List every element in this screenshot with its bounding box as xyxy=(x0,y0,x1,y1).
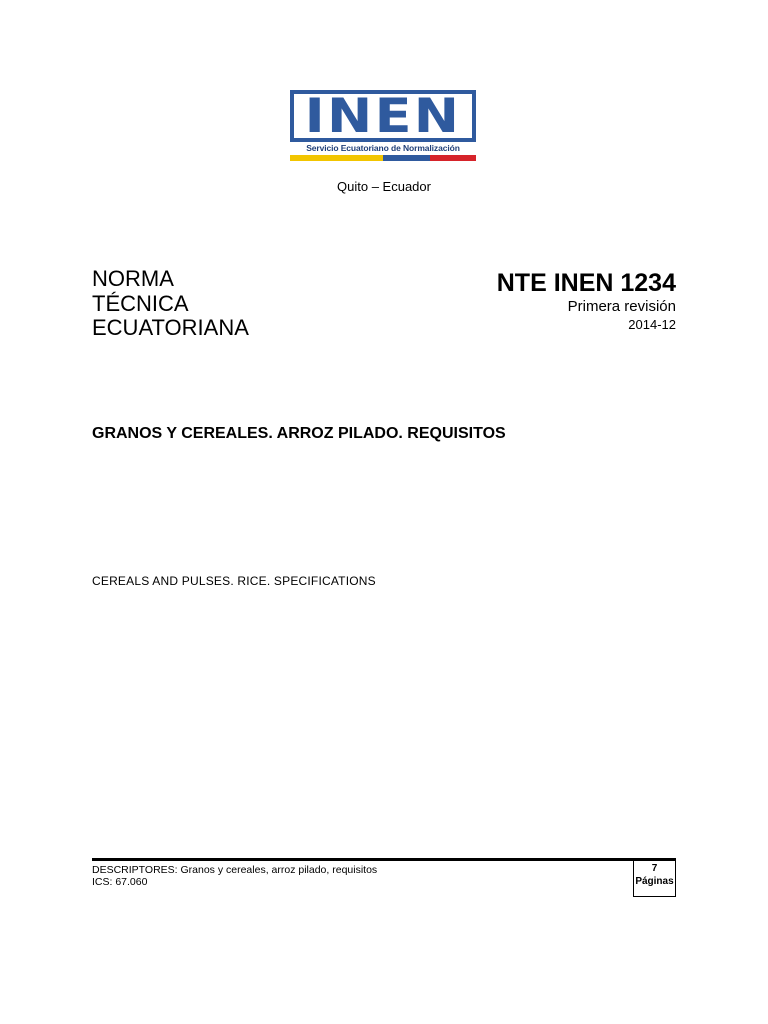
standard-code-block xyxy=(497,268,676,333)
inen-logo xyxy=(290,90,476,162)
descriptors-text: DESCRIPTORES: Granos y cereales, arroz pilado, requisitos xyxy=(92,864,378,876)
ics-code: ICS: 67.060 xyxy=(92,876,148,888)
logo-flag-stripe xyxy=(290,155,476,161)
document-title-spanish: GRANOS Y CEREALES. ARROZ PILADO. REQUISITOS xyxy=(92,425,506,442)
norma-line: ECUATORIANA xyxy=(92,315,249,340)
flag-red-stripe xyxy=(430,155,477,161)
norma-heading xyxy=(92,267,249,341)
page-count-box xyxy=(633,861,676,897)
standard-revision: Primera revisión xyxy=(567,298,676,315)
page-count-label: Páginas xyxy=(635,876,674,887)
footer-descriptors xyxy=(92,864,377,888)
standard-date: 2014-12 xyxy=(628,317,676,332)
logo-frame xyxy=(290,90,476,142)
city-label: Quito – Ecuador xyxy=(337,179,431,194)
footer-divider xyxy=(92,858,676,861)
logo-subtitle: Servicio Ecuatoriano de Normalización xyxy=(306,143,460,153)
flag-yellow-stripe xyxy=(290,155,383,161)
flag-blue-stripe xyxy=(383,155,430,161)
document-title-english: CEREALS AND PULSES. RICE. SPECIFICATIONS xyxy=(92,574,376,588)
page-count: 7 xyxy=(651,863,658,874)
norma-line: NORMA xyxy=(92,266,174,291)
logo-wordmark: INEN xyxy=(304,88,462,144)
standard-code: NTE INEN 1234 xyxy=(496,269,676,297)
norma-line: TÉCNICA xyxy=(92,290,189,316)
